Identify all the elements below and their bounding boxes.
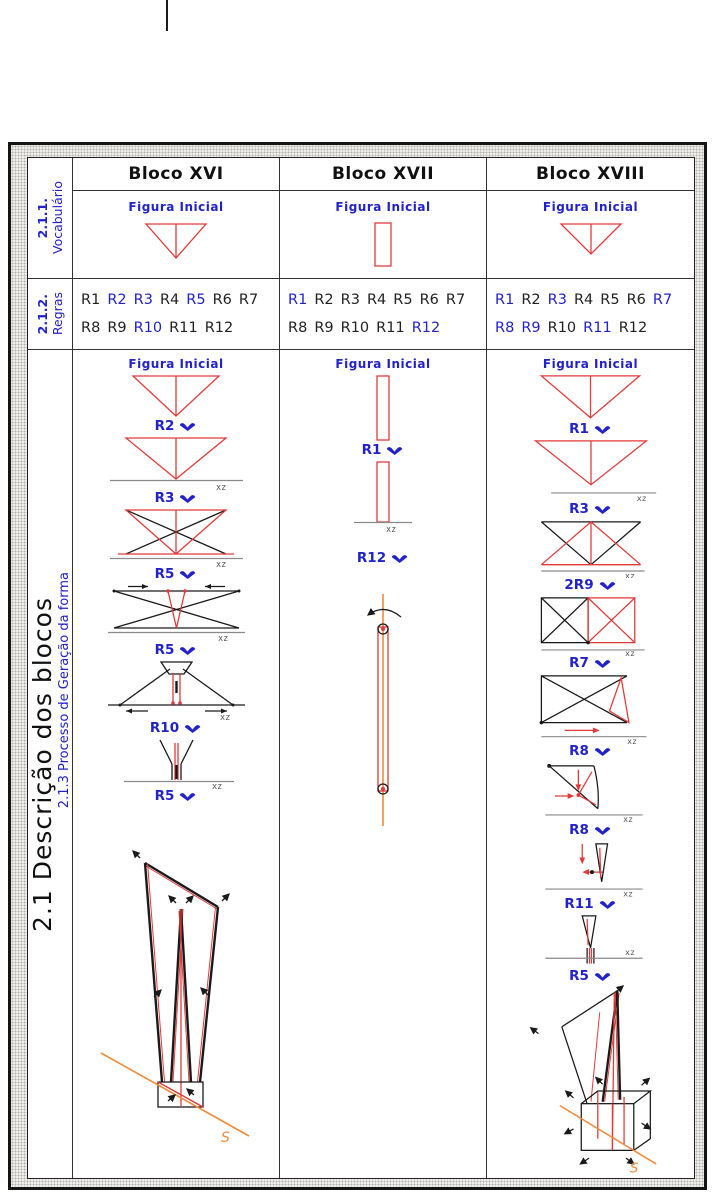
rule-r8: R8 [81,320,101,337]
vocab-cell-xvi [73,191,280,279]
fig-xviii-initial [533,373,648,422]
svg-text:xz: xz [211,782,222,789]
section-label-regras: Regras [50,292,65,336]
rule-name: R8 [569,743,589,760]
svg-text:xz: xz [217,634,228,643]
section-label-processo: 2.1.3 Processo de Geração da forma [57,571,72,809]
rule-name: R5 [154,566,175,582]
step-label-r3 [155,491,198,505]
fig-xviii-r8-result-1 [526,760,656,822]
rule-r1: R1 [81,291,101,308]
rule-r6: R6 [212,291,232,308]
rule-r12: R12 [618,320,648,337]
figura-inicial-label: Figura Inicial [335,200,431,214]
rule-arrow-icon [178,421,197,431]
rule-r1: R1 [288,291,308,308]
rule-r11: R11 [376,320,405,337]
rule-name: R3 [154,490,175,506]
sidebar-section-vocabulario [28,158,73,279]
rule-name: R2 [154,418,175,434]
fig-xviii-2r9-result [526,594,656,656]
step-label-r2 [155,419,198,433]
section-number-regras: 2.1.2. [35,293,50,335]
rule-arrow-icon [593,424,612,434]
rule-name: R7 [569,655,589,672]
process-cell-xviii [487,350,694,1178]
rule-r10: R10 [133,320,163,337]
rule-r8: R8 [495,320,515,337]
svg-text:xz: xz [622,814,633,823]
svg-text:S: S [629,1161,639,1178]
step-label-r11 [564,897,616,911]
rule-name: R1 [361,442,382,458]
rule-arrow-icon [390,553,409,563]
rules-cell-xvi [73,279,280,350]
rule-arrow-icon [183,723,202,733]
rule-r4: R4 [573,291,594,308]
fig-xvii-r1-result [328,459,438,537]
svg-text:xz: xz [624,946,635,957]
rule-name: R8 [569,821,589,838]
table-frame [8,142,707,1190]
step-label-r12 [357,551,409,565]
svg-text:xz: xz [219,713,230,721]
rule-r12: R12 [411,320,441,337]
step-label-r1 [362,443,405,457]
column-header-bloco-xvi [73,158,280,191]
rule-r2: R2 [521,291,541,308]
rule-r4: R4 [159,291,180,308]
rule-r7: R7 [445,291,466,308]
rule-r7: R7 [238,291,259,308]
rule-r2: R2 [107,291,127,308]
rule-r5: R5 [186,291,206,308]
rule-arrow-icon [178,791,197,801]
step-label-r5 [155,643,198,657]
figura-inicial-label: Figura Inicial [128,357,224,371]
fig-xvi-initial [126,373,226,419]
rule-r2: R2 [314,291,334,308]
fig-xvi-r5-result-1 [104,583,249,643]
rule-arrow-icon [593,746,612,756]
rules-cell-xvii [280,279,487,350]
fig-xviii-r8-result-2 [526,839,656,897]
step-label-r8 [569,744,612,758]
rule-r8: R8 [288,320,308,337]
svg-text:xz: xz [624,570,635,579]
rule-r10: R10 [547,320,577,337]
rule-name: R5 [569,968,589,985]
rule-r11: R11 [169,320,198,337]
rules-line-2 [288,320,478,336]
svg-text:xz: xz [215,483,226,491]
rule-r5: R5 [393,291,413,308]
rule-r3: R3 [133,291,153,308]
vocab-cell-xviii [487,191,694,279]
svg-text:xz: xz [215,560,226,567]
svg-text:S: S [221,1130,230,1145]
rule-arrow-icon [178,569,197,579]
rule-name: R5 [154,642,175,658]
header-label: Bloco XVII [331,164,435,184]
rule-arrow-icon [598,580,617,590]
column-header-bloco-xviii [487,158,694,191]
fig-xvi-3d-tower [91,845,261,1145]
table-title: 2.1 Descrição dos blocos [28,596,57,932]
rule-r6: R6 [419,291,439,308]
figura-inicial-label: Figura Inicial [542,200,639,214]
fig-xviii-r1-result [516,438,666,502]
fig-xvi-r5-result-2 [104,659,249,721]
rules-line-1 [495,292,686,308]
rules-line-1 [288,292,478,308]
rule-r3: R3 [340,291,360,308]
fig-xvi-r10-result [104,737,249,789]
blocks-table [27,157,695,1179]
step-label-r5 [155,789,198,803]
section-label-vocabulario: Vocabulário [50,181,65,255]
rule-r6: R6 [626,291,646,308]
vocab-cell-xvii [280,191,487,279]
rule-arrow-icon [178,493,197,503]
fig-xviii-r3-result [526,518,656,578]
rule-arrow-icon [593,825,612,835]
rule-r4: R4 [366,291,387,308]
header-label: Bloco XVIII [536,164,645,184]
rule-name: R10 [149,720,180,736]
rules-line-2 [81,320,271,336]
rules-line-1 [81,292,271,308]
process-cell-xvii [280,350,487,1178]
fig-xvii-r12-result-rotation [328,591,438,829]
rule-r1: R1 [495,291,515,308]
step-label-r5 [155,567,198,581]
rule-name: 2R9 [564,577,594,594]
figura-inicial-label: Figura Inicial [335,357,431,371]
rule-r7: R7 [652,291,673,308]
rule-name: R1 [569,420,589,437]
fig-xvi-r3-result [104,507,249,567]
step-label-2r9 [564,578,616,592]
header-label: Bloco XVI [128,164,224,184]
rule-r9: R9 [521,320,541,337]
rule-arrow-icon [593,658,612,668]
svg-text:xz: xz [626,736,637,745]
rule-arrow-icon [178,645,197,655]
rule-name: R5 [154,788,175,804]
fig-xviii-r11-result [526,913,656,969]
step-label-r3 [569,502,612,516]
process-cell-xvi [73,350,280,1178]
rule-r9: R9 [314,320,334,337]
svg-text:xz: xz [636,492,647,502]
rules-line-2 [495,320,686,336]
fig-xviii-3d-tower [503,985,678,1178]
rule-r11: R11 [583,320,612,337]
rule-arrow-icon [593,971,612,981]
fig-xvi-r2-result [104,435,249,491]
column-header-bloco-xvii [280,158,487,191]
step-label-r1 [569,422,612,436]
fig-xvii-initial [328,373,438,443]
rule-r3: R3 [547,291,567,308]
rule-name: R3 [569,500,589,517]
rule-r10: R10 [340,320,370,337]
step-label-r8 [569,823,612,837]
step-label-r5 [569,969,612,983]
rule-arrow-icon [385,445,404,455]
page-top-mark [166,0,168,31]
svg-text:xz: xz [622,888,633,897]
svg-text:xz: xz [386,525,397,535]
rules-cell-xviii [487,279,694,350]
vocab-figure-xviii-triangle [556,221,626,258]
sidebar-section-processo [28,350,73,1178]
rule-r9: R9 [107,320,127,337]
step-label-r10 [150,721,202,735]
vocab-figure-xvi-triangle [141,221,211,262]
rule-r12: R12 [204,320,234,337]
section-number-vocabulario: 2.1.1. [35,197,50,239]
svg-text:xz: xz [624,648,635,657]
sidebar-section-regras [28,279,73,350]
figura-inicial-label: Figura Inicial [542,357,639,371]
rule-arrow-icon [598,899,617,909]
vocab-figure-xvii-bar [368,221,398,268]
fig-xviii-r7-result [526,672,656,744]
step-label-r7 [569,656,612,670]
rule-name: R11 [564,896,594,912]
rule-name: R12 [356,550,387,566]
rule-r5: R5 [600,291,620,308]
figura-inicial-label: Figura Inicial [128,200,224,214]
rule-arrow-icon [593,504,612,514]
